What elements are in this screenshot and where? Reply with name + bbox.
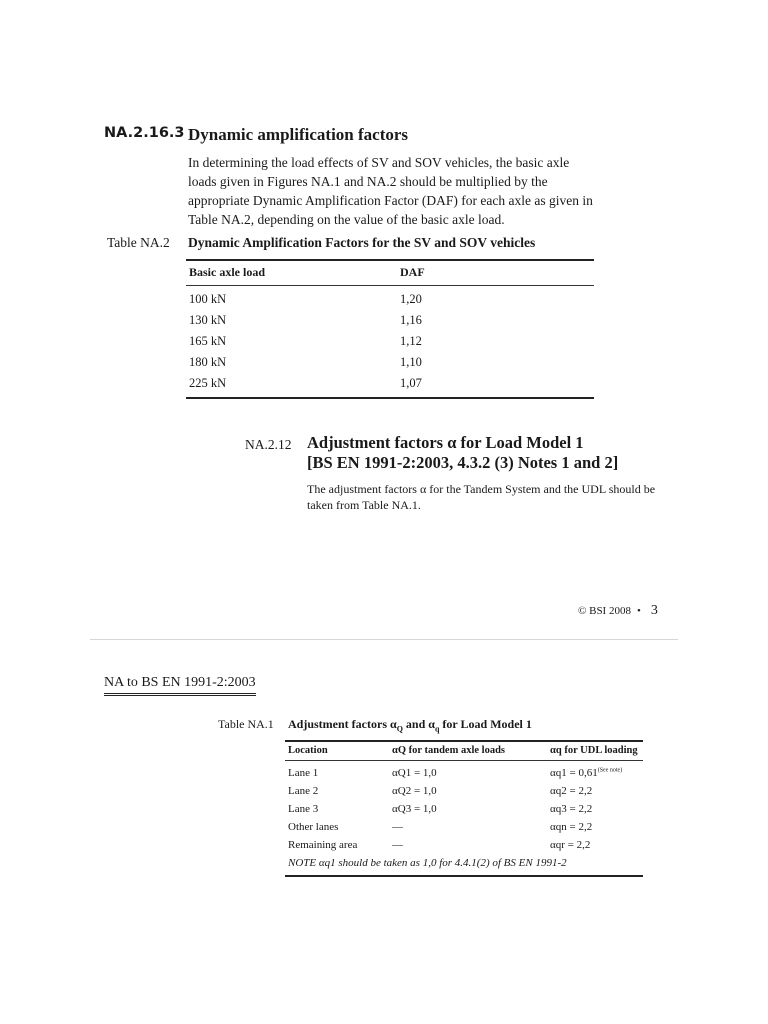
- table-row: [285, 800, 643, 818]
- table-title-text: for Load Model 1: [439, 717, 532, 731]
- column-header-aq-udl: αq for UDL loading: [547, 741, 643, 761]
- cell-aq-udl: αqr = 2,2: [550, 839, 591, 851]
- section-number: NA.2.12: [245, 437, 292, 452]
- cell-daf: 1,20: [400, 292, 422, 306]
- cell-value: αq1 = 0,61: [550, 767, 598, 779]
- adjustment-factors-table: [285, 740, 643, 877]
- section-number: NA.2.16.3: [104, 125, 185, 141]
- section-body: The adjustment factors α for the Tandem System and the UDL should be taken from Table NA.1.: [307, 482, 656, 512]
- daf-table: [186, 259, 594, 399]
- section-title-line: [BS EN 1991-2:2003, 4.3.2 (3) Notes 1 and 2]: [307, 453, 619, 472]
- table-row: [186, 331, 594, 352]
- table-title-subscript: Q: [396, 724, 403, 734]
- table-title-subscript: q: [434, 724, 440, 734]
- column-header-daf: DAF: [397, 260, 594, 286]
- cell-aq-tandem: αQ1 = 1,0: [392, 767, 437, 779]
- note-reference: (See note): [597, 767, 623, 774]
- table-row: [285, 836, 643, 854]
- column-header-basic-axle-load: Basic axle load: [186, 260, 397, 286]
- table-row: [186, 286, 594, 311]
- cell-axle-load: 225 kN: [186, 373, 397, 398]
- table-row: [186, 352, 594, 373]
- table-label: Table NA.1: [218, 717, 274, 731]
- cell-axle-load: 130 kN: [189, 313, 227, 327]
- cell-aq-udl: [547, 761, 643, 783]
- section-title-line: Adjustment factors α for Load Model 1: [307, 433, 584, 452]
- cell-aq-tandem: —: [392, 821, 403, 833]
- table-header-row: [285, 741, 643, 761]
- table-row: [186, 310, 594, 331]
- table-row: [285, 782, 643, 800]
- cell-aq-tandem: αQ3 = 1,0: [392, 803, 437, 815]
- cell-location: Other lanes: [288, 821, 339, 833]
- cell-aq-udl: αq3 = 2,2: [550, 803, 593, 815]
- cell-aq-udl: αq2 = 2,2: [550, 785, 593, 797]
- cell-daf: 1,10: [400, 355, 422, 369]
- table-title: [288, 717, 532, 733]
- page-divider: [90, 639, 678, 640]
- page-footer: [578, 603, 658, 619]
- table-header-row: [186, 260, 594, 286]
- table-title: Dynamic Amplification Factors for the SV and SOV vehicles: [188, 235, 536, 250]
- cell-location: Lane 3: [288, 803, 319, 815]
- page-number: 3: [650, 603, 658, 618]
- cell-axle-load: 165 kN: [189, 334, 227, 348]
- section-title: [307, 433, 667, 473]
- cell-location: Lane 2: [288, 785, 319, 797]
- cell-daf: 1,16: [400, 313, 422, 327]
- cell-aq-tandem: αQ2 = 1,0: [392, 785, 437, 797]
- table-note: NOTE αq1 should be taken as 1,0 for 4.4.1(2) of BS EN 1991-2: [285, 854, 643, 876]
- table-note-row: [285, 854, 643, 876]
- cell-aq-tandem: —: [392, 839, 403, 851]
- cell-axle-load: 100 kN: [189, 292, 227, 306]
- cell-aq-udl: αqn = 2,2: [550, 821, 593, 833]
- table-row: [186, 373, 594, 398]
- running-header: NA to BS EN 1991-2:2003: [104, 675, 256, 694]
- table-title-text: and α: [402, 717, 435, 731]
- cell-axle-load: 180 kN: [189, 355, 227, 369]
- copyright: © BSI 2008: [578, 605, 631, 617]
- cell-daf: 1,07: [397, 373, 594, 398]
- section-body: In determining the load effects of SV and SOV vehicles, the basic axle loads given in Figures NA.1 and NA.2 should be multiplied by the appropriate Dynamic Amplification Factor (DAF) for each axle as given in Table NA.2, depending on the value of the basic axle load.: [188, 155, 593, 227]
- section-title: Dynamic amplification factors: [188, 125, 409, 144]
- column-header-aq-tandem: αQ for tandem axle loads: [389, 741, 547, 761]
- cell-location: Lane 1: [288, 767, 319, 779]
- table-row: [285, 818, 643, 836]
- table-title-text: Adjustment factors α: [288, 717, 397, 731]
- column-header-location: Location: [285, 741, 389, 761]
- table-label: Table NA.2: [107, 235, 170, 250]
- footer-separator: •: [636, 605, 641, 617]
- header-rule: [104, 695, 256, 696]
- cell-daf: 1,12: [400, 334, 422, 348]
- table-row: [285, 761, 643, 783]
- cell-location: Remaining area: [288, 839, 358, 851]
